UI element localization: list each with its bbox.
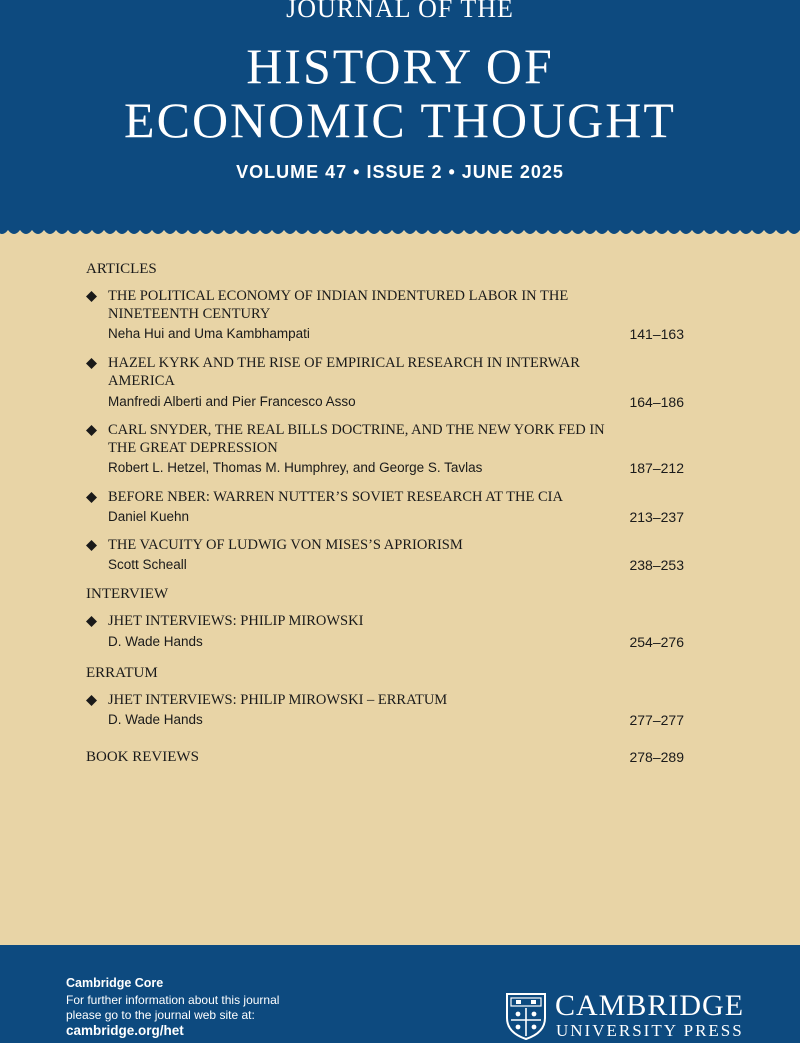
- interview-title: JHET INTERVIEWS: PHILIP MIROWSKI: [108, 613, 364, 629]
- journal-title-prefix: JOURNAL OF THE: [286, 0, 514, 23]
- article-authors: Neha Hui and Uma Kambhampati: [108, 326, 310, 341]
- diamond-bullet-icon: [86, 536, 100, 554]
- volume-issue-date: VOLUME 47 • ISSUE 2 • JUNE 2025: [236, 162, 564, 182]
- table-of-contents: [0, 240, 800, 945]
- article-authors: Daniel Kuehn: [108, 509, 190, 524]
- book-reviews-pages: 278–289: [629, 749, 684, 765]
- cambridge-shield-icon: [505, 992, 547, 1040]
- section-heading-book-reviews: BOOK REVIEWS: [86, 749, 199, 765]
- erratum-authors: D. Wade Hands: [108, 712, 203, 727]
- article-pages: 213–237: [629, 509, 684, 525]
- footer-info-line-1: For further information about this journal: [66, 993, 280, 1007]
- article-authors: Robert L. Hetzel, Thomas M. Humphrey, and George S. Tavlas: [108, 460, 483, 475]
- diamond-bullet-icon: [86, 691, 100, 709]
- section-heading-articles: ARTICLES: [86, 261, 157, 277]
- journal-title-line-1: HISTORY OF: [246, 38, 554, 94]
- footer-info-line-2: please go to the journal web site at:: [66, 1008, 255, 1022]
- publisher-subtitle: UNIVERSITY PRESS: [556, 1021, 744, 1040]
- section-heading-erratum: ERRATUM: [86, 665, 158, 681]
- diamond-bullet-icon: [86, 488, 100, 506]
- article-pages: 238–253: [629, 557, 684, 573]
- section-heading-interview: INTERVIEW: [86, 586, 169, 602]
- diamond-bullet-icon: [86, 287, 100, 305]
- cover-footer: [0, 945, 800, 1043]
- article-title: HAZEL KYRK AND THE RISE OF EMPIRICAL RESEARCH IN INTERWAR AMERICA: [108, 355, 580, 389]
- diamond-bullet-icon: [86, 354, 100, 372]
- journal-url[interactable]: cambridge.org/het: [66, 1023, 184, 1038]
- article-authors: Scott Scheall: [108, 557, 187, 572]
- publisher-name: CAMBRIDGE: [555, 989, 745, 1022]
- cover-header: [0, 0, 800, 228]
- interview-pages: 254–276: [629, 634, 684, 650]
- article-pages: 164–186: [629, 394, 684, 410]
- diamond-bullet-icon: [86, 612, 100, 630]
- interview-authors: D. Wade Hands: [108, 634, 203, 649]
- erratum-title: JHET INTERVIEWS: PHILIP MIROWSKI – ERRATUM: [108, 692, 448, 708]
- erratum-pages: 277–277: [629, 712, 684, 728]
- diamond-bullet-icon: [86, 421, 100, 439]
- article-title: THE VACUITY OF LUDWIG VON MISES’S APRIORISM: [108, 537, 463, 553]
- journal-title-line-2: ECONOMIC THOUGHT: [124, 92, 676, 148]
- scalloped-edge: [0, 226, 800, 240]
- article-pages: 141–163: [629, 326, 684, 342]
- article-title: THE POLITICAL ECONOMY OF INDIAN INDENTURED LABOR IN THE NINETEENTH CENTURY: [108, 288, 569, 322]
- article-pages: 187–212: [629, 460, 684, 476]
- cambridge-core-label: Cambridge Core: [66, 976, 164, 990]
- article-title: BEFORE NBER: WARREN NUTTER’S SOVIET RESEARCH AT THE CIA: [108, 489, 563, 505]
- article-title: CARL SNYDER, THE REAL BILLS DOCTRINE, AND THE NEW YORK FED IN THE GREAT DEPRESSION: [108, 422, 605, 456]
- article-authors: Manfredi Alberti and Pier Francesco Asso: [108, 394, 356, 409]
